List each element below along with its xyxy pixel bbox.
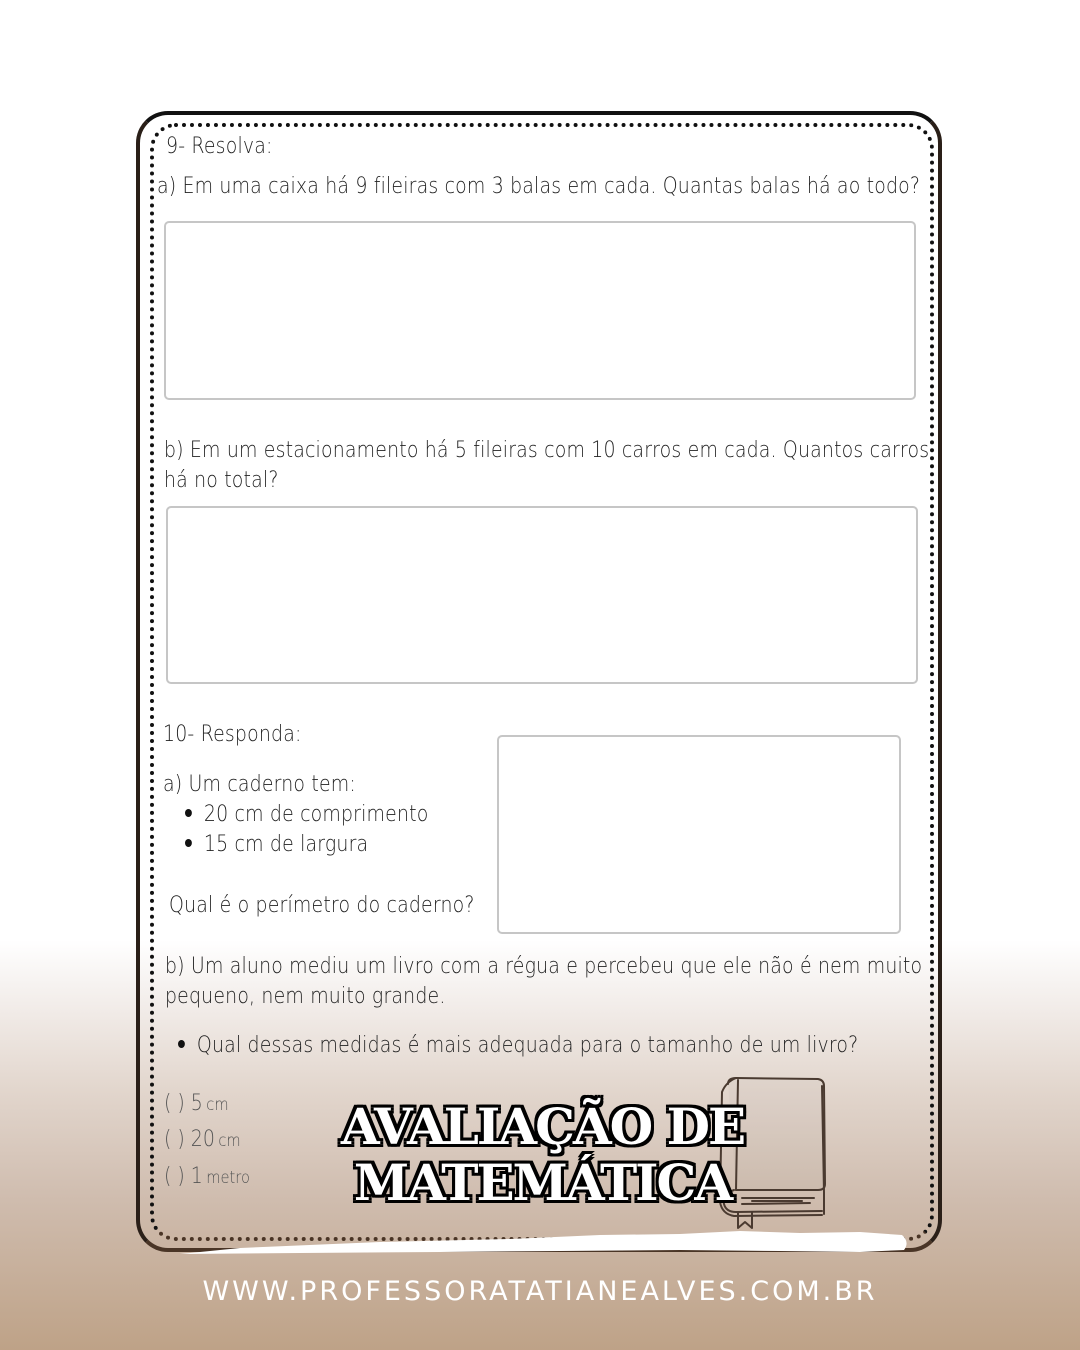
bullet-icon [185,839,192,847]
option-value: 20 [190,1127,215,1152]
q10b-text-line1: b) Um aluno mediu um livro com a régua e percebeu que ele não é nem muito [165,954,923,979]
option-20cm[interactable] [164,1127,241,1152]
brush-stroke-decoration [180,1230,910,1256]
q10a-bullet-2 [185,832,368,857]
q10b-text-line2: pequeno, nem muito grande. [165,984,446,1009]
q10b-bullet [178,1033,858,1058]
bullet-text: 15 cm de largura [203,832,369,857]
q10a-bullet-1 [185,802,428,827]
option-value: 5 [190,1091,203,1116]
q9b-answer-box[interactable] [166,506,918,684]
q10a-answer-box[interactable] [497,735,901,934]
option-unit: cm [206,1095,229,1115]
option-value: 1 [190,1164,203,1189]
banner-title-line2: MATEMÁTICA [353,1153,732,1212]
bullet-text: Qual dessas medidas é mais adequada para o tamanho de um livro? [196,1033,859,1058]
banner-title-line1: AVALIAÇÃO DE [340,1097,745,1156]
q9b-text-line1: b) Em um estacionamento há 5 fileiras com 10 carros em cada. Quantos carros [164,438,930,463]
q9a-text: a) Em uma caixa há 9 fileiras com 3 balas em cada. Quantas balas há ao todo? [157,174,921,199]
option-checkbox[interactable]: ( ) [164,1091,185,1116]
option-checkbox[interactable]: ( ) [164,1164,185,1189]
bullet-icon [185,809,192,817]
option-1metro[interactable] [164,1164,250,1189]
bullet-icon [178,1040,185,1048]
q9b-text-line2: há no total? [164,468,279,493]
q10a-question: Qual é o perímetro do caderno? [169,893,475,918]
q10a-intro: a) Um caderno tem: [163,772,356,797]
option-5cm[interactable] [164,1091,229,1116]
q10-heading: 10- Responda: [163,722,302,747]
q9-heading: 9- Resolva: [166,134,273,159]
q9a-answer-box[interactable] [164,221,916,400]
option-unit: cm [218,1131,241,1151]
footer-website[interactable]: WWW.PROFESSORATATIANEALVES.COM.BR [202,1276,878,1307]
bullet-text: 20 cm de comprimento [203,802,429,827]
option-unit: metro [206,1168,250,1188]
option-checkbox[interactable]: ( ) [164,1127,185,1152]
